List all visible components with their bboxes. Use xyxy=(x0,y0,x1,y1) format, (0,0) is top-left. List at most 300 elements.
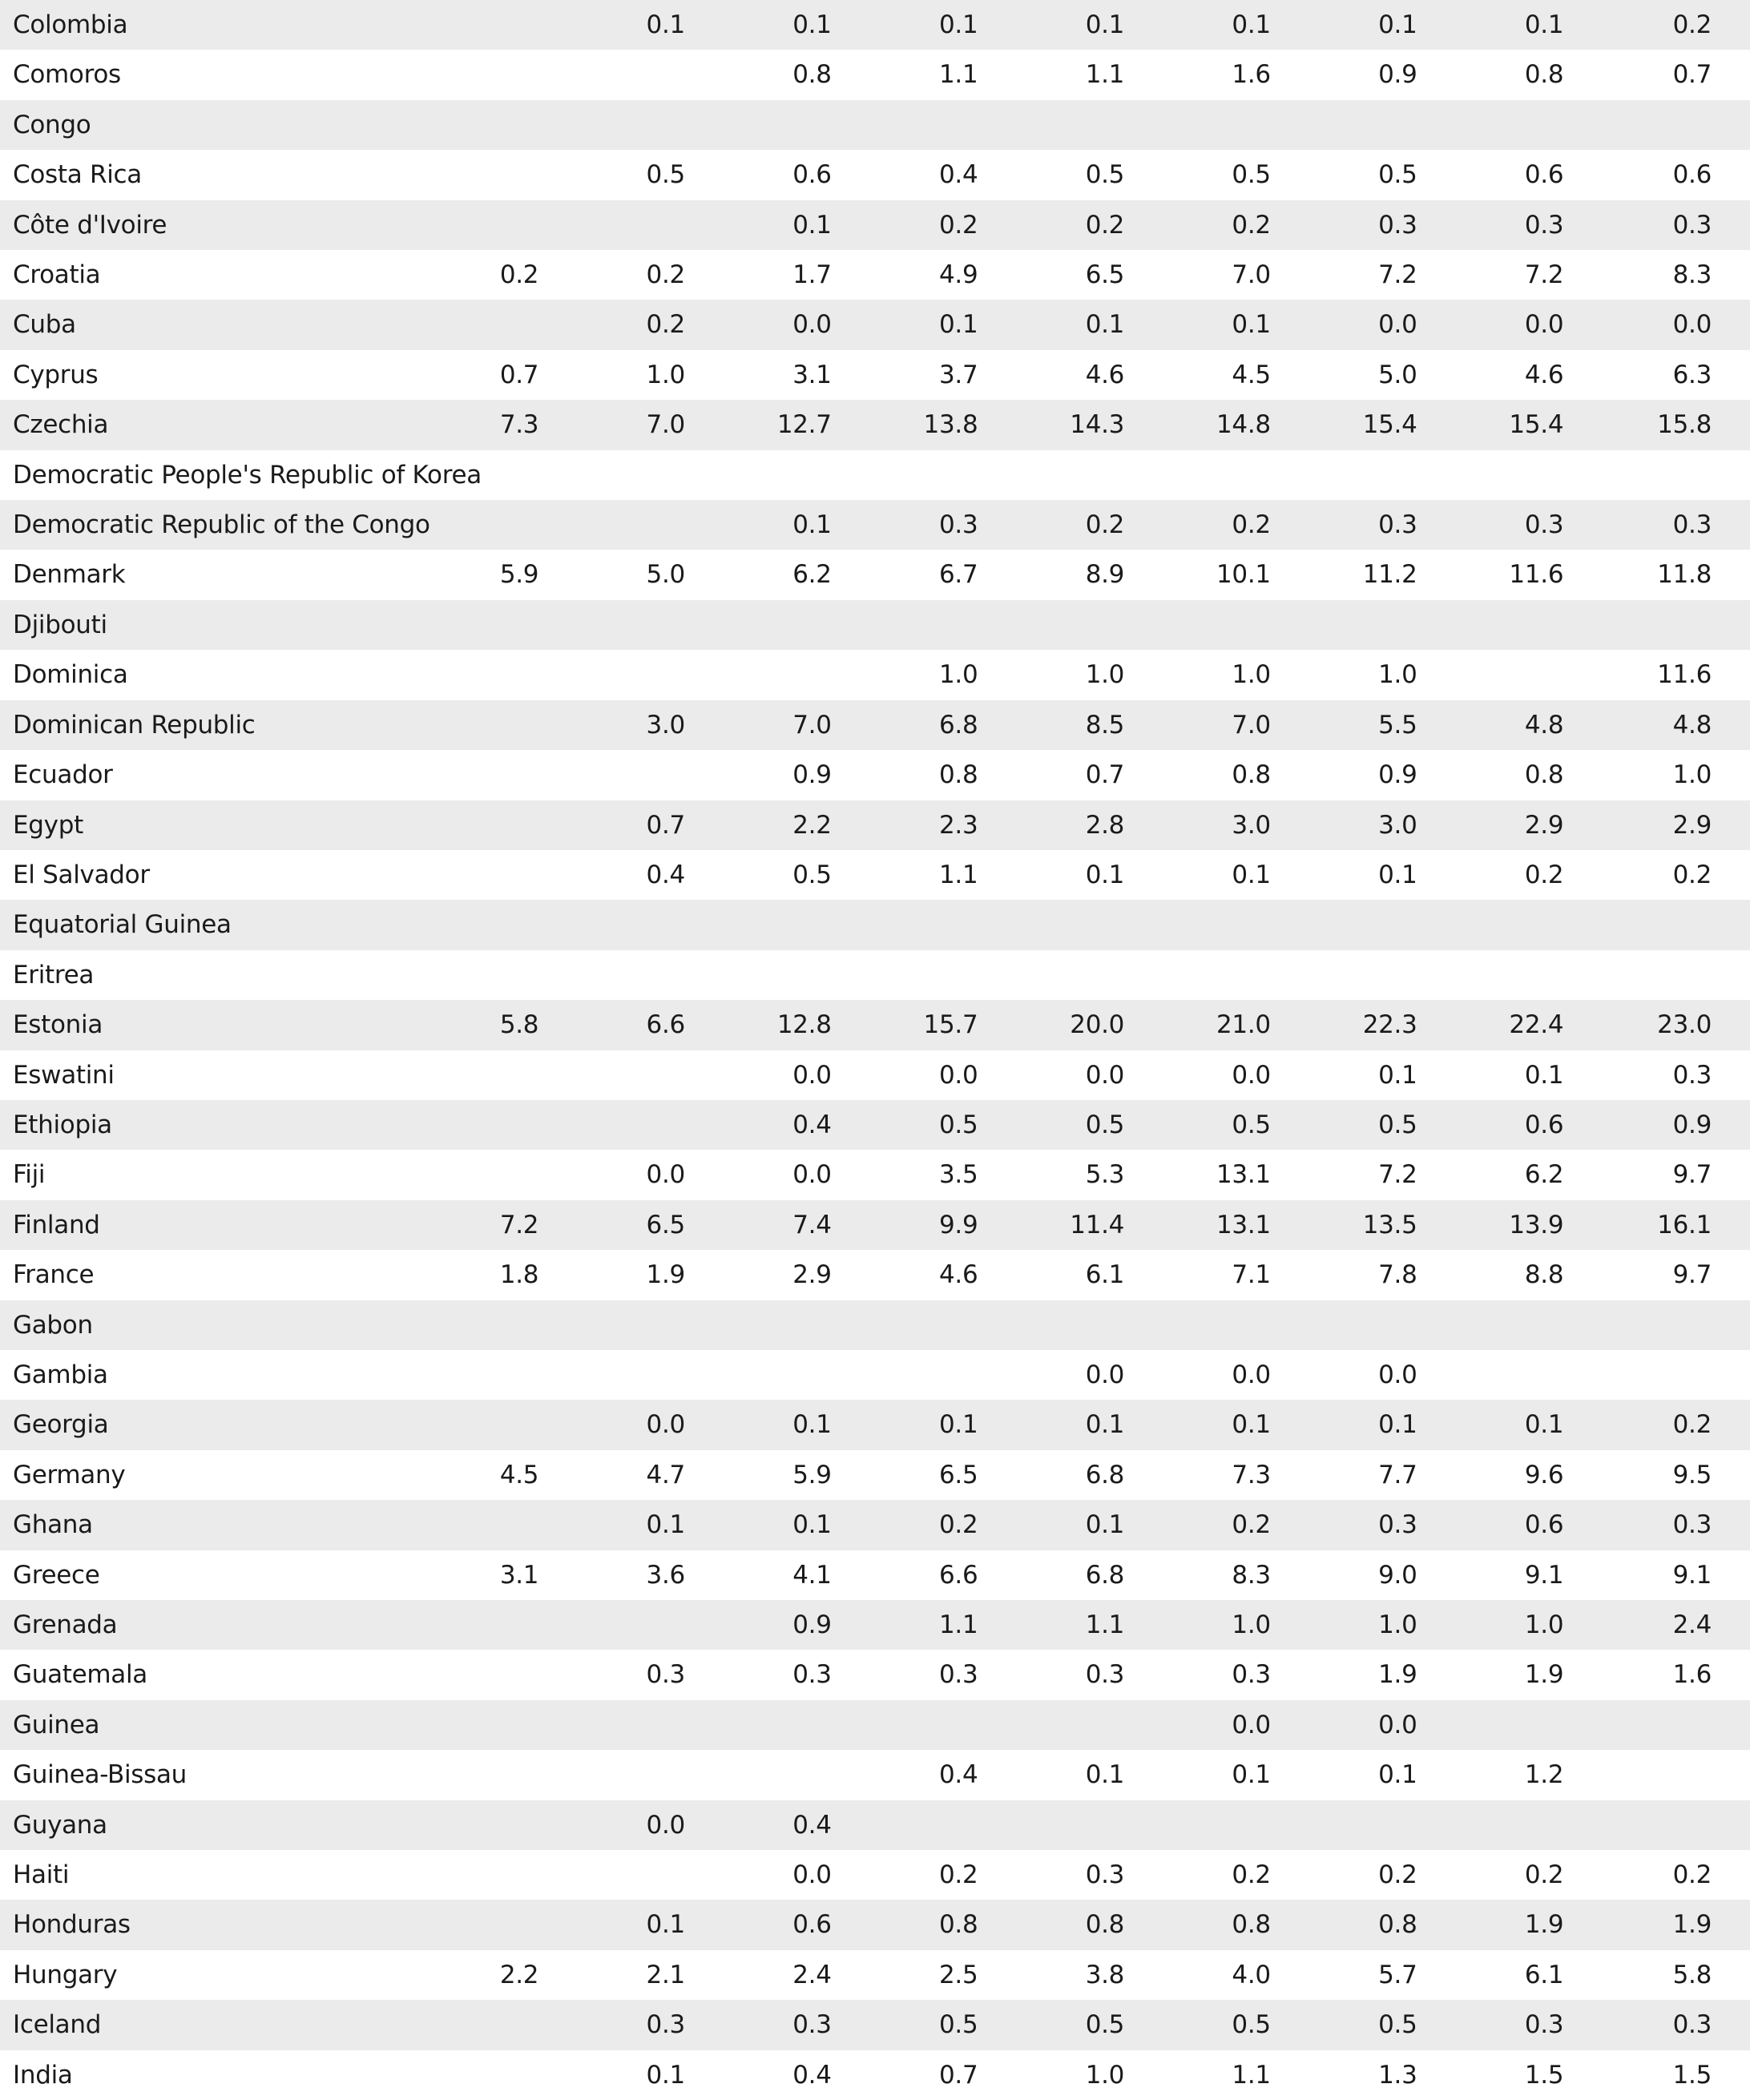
value-cell: 0.1 xyxy=(1524,1060,1564,1090)
table-row xyxy=(0,650,1750,699)
value-cell: 1.0 xyxy=(938,660,978,690)
value-cell: 1.9 xyxy=(1524,1910,1564,1940)
value-cell xyxy=(1458,900,1604,949)
country-cell: Guinea xyxy=(13,1710,100,1739)
value-cell xyxy=(433,1050,579,1100)
value-cell: 7.0 xyxy=(1232,710,1271,740)
value-cell xyxy=(579,1750,725,1800)
table-row xyxy=(0,400,1750,449)
value-cell xyxy=(433,1100,579,1150)
value-cell: 0.2 xyxy=(1085,510,1125,540)
value-cell: 0.3 xyxy=(1378,210,1417,240)
value-cell: 4.8 xyxy=(1672,710,1712,740)
table-row xyxy=(0,350,1750,400)
country-cell: Germany xyxy=(13,1460,126,1489)
value-cell: 0.0 xyxy=(1378,1360,1417,1389)
value-cell xyxy=(1603,600,1750,650)
value-cell: 7.3 xyxy=(499,410,539,440)
value-cell: 0.2 xyxy=(1672,1410,1712,1440)
value-cell xyxy=(433,1300,579,1350)
value-cell: 0.2 xyxy=(1672,10,1712,39)
value-cell: 0.9 xyxy=(792,760,832,790)
value-cell: 12.8 xyxy=(776,1010,832,1040)
value-cell xyxy=(1311,1300,1458,1350)
value-cell xyxy=(433,650,579,699)
value-cell: 1.1 xyxy=(938,60,978,90)
country-cell: Equatorial Guinea xyxy=(13,910,232,940)
country-cell: Dominica xyxy=(13,660,128,690)
value-cell: 0.1 xyxy=(792,210,832,240)
value-cell xyxy=(433,2050,579,2100)
value-cell: 1.0 xyxy=(646,360,685,389)
value-cell: 6.6 xyxy=(646,1010,685,1040)
country-cell: Grenada xyxy=(13,1610,118,1639)
value-cell: 0.3 xyxy=(1378,1510,1417,1540)
value-cell xyxy=(433,1750,579,1800)
value-cell xyxy=(433,1400,579,1449)
value-cell xyxy=(1603,1700,1750,1750)
value-cell xyxy=(1603,450,1750,500)
table-row xyxy=(0,1550,1750,1600)
value-cell xyxy=(1458,1300,1604,1350)
value-cell xyxy=(1458,950,1604,1000)
value-cell: 13.1 xyxy=(1216,1160,1271,1190)
value-cell: 1.0 xyxy=(1232,660,1271,690)
value-cell: 0.4 xyxy=(938,160,978,190)
value-cell: 0.7 xyxy=(646,810,685,840)
value-cell: 0.6 xyxy=(1524,1510,1564,1540)
table-row xyxy=(0,1000,1750,1050)
value-cell xyxy=(579,650,725,699)
country-cell: Djibouti xyxy=(13,610,107,639)
value-cell: 0.0 xyxy=(792,1860,832,1890)
value-cell: 9.1 xyxy=(1672,1560,1712,1590)
value-cell xyxy=(433,800,579,850)
value-cell: 7.0 xyxy=(792,710,832,740)
value-cell xyxy=(1311,100,1458,150)
value-cell: 4.0 xyxy=(1232,1960,1271,1989)
value-cell xyxy=(433,1350,579,1400)
table-row xyxy=(0,1750,1750,1800)
value-cell xyxy=(579,100,725,150)
value-cell: 23.0 xyxy=(1657,1010,1712,1040)
table-row xyxy=(0,1050,1750,1100)
value-cell: 0.0 xyxy=(1085,1060,1125,1090)
value-cell: 0.5 xyxy=(646,160,685,190)
value-cell xyxy=(1458,1800,1604,1850)
value-cell: 6.2 xyxy=(1524,1160,1564,1190)
value-cell: 0.0 xyxy=(1378,1710,1417,1739)
value-cell: 6.6 xyxy=(938,1560,978,1590)
value-cell: 0.2 xyxy=(938,210,978,240)
value-cell xyxy=(579,200,725,250)
value-cell xyxy=(433,1150,579,1199)
value-cell: 8.8 xyxy=(1524,1260,1564,1290)
value-cell: 1.0 xyxy=(1524,1610,1564,1639)
value-cell: 0.0 xyxy=(1672,310,1712,340)
value-cell xyxy=(1458,450,1604,500)
value-cell: 0.1 xyxy=(1378,1410,1417,1440)
value-cell: 4.6 xyxy=(938,1260,978,1290)
value-cell: 0.2 xyxy=(938,1510,978,1540)
country-cell: Egypt xyxy=(13,810,83,840)
table-row xyxy=(0,1200,1750,1250)
value-cell xyxy=(433,500,579,550)
value-cell: 4.5 xyxy=(499,1460,539,1489)
value-cell xyxy=(579,500,725,550)
value-cell: 0.2 xyxy=(499,260,539,290)
value-cell xyxy=(433,1650,579,1699)
value-cell xyxy=(433,850,579,900)
value-cell xyxy=(433,600,579,650)
value-cell: 0.0 xyxy=(646,1410,685,1440)
country-cell: Fiji xyxy=(13,1160,46,1190)
value-cell: 15.4 xyxy=(1362,410,1417,440)
value-cell xyxy=(579,1600,725,1650)
value-cell: 0.3 xyxy=(938,1660,978,1690)
value-cell: 15.4 xyxy=(1509,410,1564,440)
value-cell: 0.1 xyxy=(1378,1060,1417,1090)
value-cell: 0.3 xyxy=(1378,510,1417,540)
table-row xyxy=(0,1250,1750,1300)
value-cell: 7.3 xyxy=(1232,1460,1271,1489)
value-cell: 0.1 xyxy=(792,10,832,39)
table-row xyxy=(0,1950,1750,2000)
value-cell: 0.0 xyxy=(792,1060,832,1090)
country-cell: Czechia xyxy=(13,410,109,440)
value-cell: 4.6 xyxy=(1524,360,1564,389)
country-cell: Gabon xyxy=(13,1310,93,1340)
value-cell xyxy=(872,1800,1018,1850)
table-row xyxy=(0,700,1750,750)
value-cell: 8.9 xyxy=(1085,560,1125,590)
value-cell: 0.2 xyxy=(1232,1860,1271,1890)
value-cell: 0.8 xyxy=(792,60,832,90)
value-cell: 2.3 xyxy=(938,810,978,840)
value-cell: 9.5 xyxy=(1672,1460,1712,1489)
value-cell: 1.0 xyxy=(1232,1610,1271,1639)
value-cell: 9.7 xyxy=(1672,1260,1712,1290)
value-cell: 1.0 xyxy=(1378,660,1417,690)
value-cell: 2.4 xyxy=(1672,1610,1712,1639)
value-cell xyxy=(1458,1350,1604,1400)
country-cell: Colombia xyxy=(13,10,128,39)
value-cell: 0.8 xyxy=(938,1910,978,1940)
value-cell: 3.0 xyxy=(646,710,685,740)
value-cell xyxy=(579,950,725,1000)
value-cell: 0.8 xyxy=(1085,1910,1125,1940)
value-cell: 0.8 xyxy=(1378,1910,1417,1940)
value-cell: 0.6 xyxy=(792,1910,832,1940)
table-row xyxy=(0,1450,1750,1500)
value-cell: 0.2 xyxy=(646,310,685,340)
value-cell: 5.8 xyxy=(1672,1960,1712,1989)
value-cell: 13.1 xyxy=(1216,1210,1271,1239)
value-cell xyxy=(725,950,872,1000)
value-cell: 2.9 xyxy=(792,1260,832,1290)
value-cell xyxy=(433,700,579,750)
value-cell xyxy=(579,1850,725,1900)
value-cell: 1.0 xyxy=(1085,660,1125,690)
country-cell: Finland xyxy=(13,1210,100,1239)
country-cell: Guyana xyxy=(13,1810,107,1840)
value-cell xyxy=(1164,450,1311,500)
table-row xyxy=(0,100,1750,150)
value-cell: 8.3 xyxy=(1232,1560,1271,1590)
value-cell: 22.3 xyxy=(1362,1010,1417,1040)
country-cell: Guinea-Bissau xyxy=(13,1760,188,1790)
value-cell: 1.9 xyxy=(646,1260,685,1290)
value-cell xyxy=(579,750,725,800)
value-cell: 0.1 xyxy=(1232,860,1271,889)
value-cell: 0.1 xyxy=(792,510,832,540)
value-cell: 4.7 xyxy=(646,1460,685,1489)
value-cell: 21.0 xyxy=(1216,1010,1271,1040)
value-cell: 0.0 xyxy=(1232,1060,1271,1090)
value-cell xyxy=(725,1750,872,1800)
value-cell: 0.1 xyxy=(1524,1410,1564,1440)
value-cell xyxy=(579,1300,725,1350)
value-cell: 0.5 xyxy=(1085,2010,1125,2040)
table-row xyxy=(0,850,1750,900)
value-cell: 1.5 xyxy=(1524,2060,1564,2090)
table-row xyxy=(0,250,1750,300)
value-cell: 0.3 xyxy=(1232,1660,1271,1690)
value-cell xyxy=(433,100,579,150)
value-cell: 0.9 xyxy=(792,1610,832,1639)
value-cell: 1.0 xyxy=(1085,2060,1125,2090)
country-cell: Comoros xyxy=(13,60,121,90)
table-row xyxy=(0,900,1750,949)
value-cell xyxy=(725,650,872,699)
country-cell: Honduras xyxy=(13,1910,131,1940)
value-cell xyxy=(1458,650,1604,699)
value-cell: 0.0 xyxy=(1524,310,1564,340)
value-cell: 2.9 xyxy=(1524,810,1564,840)
value-cell: 0.1 xyxy=(938,10,978,39)
country-cell: Dominican Republic xyxy=(13,710,256,740)
value-cell xyxy=(1603,1800,1750,1850)
value-cell: 0.5 xyxy=(792,860,832,889)
value-cell: 3.1 xyxy=(792,360,832,389)
table-row xyxy=(0,1850,1750,1900)
table-row xyxy=(0,1400,1750,1449)
value-cell: 0.4 xyxy=(938,1760,978,1790)
value-cell: 5.5 xyxy=(1378,710,1417,740)
value-cell: 9.9 xyxy=(938,1210,978,1239)
value-cell: 0.2 xyxy=(1232,210,1271,240)
value-cell: 0.4 xyxy=(792,2060,832,2090)
value-cell xyxy=(579,1700,725,1750)
country-cell: Eswatini xyxy=(13,1060,115,1090)
country-cell: Eritrea xyxy=(13,960,95,990)
value-cell: 1.0 xyxy=(1378,1610,1417,1639)
value-cell: 7.2 xyxy=(1524,260,1564,290)
value-cell: 0.1 xyxy=(1232,1410,1271,1440)
value-cell xyxy=(433,2000,579,2050)
value-cell: 0.8 xyxy=(1232,1910,1271,1940)
value-cell xyxy=(579,600,725,650)
value-cell: 0.1 xyxy=(1232,10,1271,39)
value-cell xyxy=(433,1700,579,1750)
value-cell xyxy=(433,1500,579,1550)
value-cell xyxy=(1018,950,1164,1000)
value-cell: 3.5 xyxy=(938,1160,978,1190)
value-cell xyxy=(1603,900,1750,949)
value-cell: 7.2 xyxy=(499,1210,539,1239)
value-cell: 0.0 xyxy=(1378,310,1417,340)
value-cell xyxy=(872,100,1018,150)
value-cell: 8.3 xyxy=(1672,260,1712,290)
value-cell: 0.1 xyxy=(646,10,685,39)
value-cell: 6.2 xyxy=(792,560,832,590)
value-cell xyxy=(725,450,872,500)
country-cell: Costa Rica xyxy=(13,160,142,190)
table-row xyxy=(0,1300,1750,1350)
table-row xyxy=(0,1700,1750,1750)
value-cell: 7.0 xyxy=(1232,260,1271,290)
value-cell: 6.7 xyxy=(938,560,978,590)
value-cell xyxy=(725,900,872,949)
country-cell: Estonia xyxy=(13,1010,103,1040)
value-cell: 0.1 xyxy=(1378,860,1417,889)
value-cell: 0.5 xyxy=(1085,160,1125,190)
table-row xyxy=(0,150,1750,200)
value-cell: 0.1 xyxy=(1085,10,1125,39)
value-cell: 0.3 xyxy=(1672,210,1712,240)
value-cell: 2.2 xyxy=(792,810,832,840)
value-cell: 1.6 xyxy=(1672,1660,1712,1690)
value-cell xyxy=(433,200,579,250)
value-cell xyxy=(1458,1700,1604,1750)
value-cell xyxy=(1018,1300,1164,1350)
value-cell: 3.7 xyxy=(938,360,978,389)
value-cell: 0.1 xyxy=(792,1410,832,1440)
value-cell: 12.7 xyxy=(776,410,832,440)
table-row xyxy=(0,1350,1750,1400)
value-cell xyxy=(1164,600,1311,650)
value-cell: 0.0 xyxy=(1232,1710,1271,1739)
country-cell: Cyprus xyxy=(13,360,99,389)
value-cell: 0.1 xyxy=(1524,10,1564,39)
country-cell: India xyxy=(13,2060,73,2090)
value-cell: 15.7 xyxy=(923,1010,978,1040)
value-cell: 0.1 xyxy=(1085,1410,1125,1440)
value-cell: 1.1 xyxy=(1085,1610,1125,1639)
table-row xyxy=(0,1150,1750,1199)
value-cell: 1.9 xyxy=(1672,1910,1712,1940)
value-cell: 0.1 xyxy=(646,2060,685,2090)
value-cell xyxy=(579,450,725,500)
value-cell: 0.5 xyxy=(1378,2010,1417,2040)
value-cell xyxy=(579,1050,725,1100)
table-row xyxy=(0,600,1750,650)
country-cell: Congo xyxy=(13,110,91,139)
value-cell: 11.4 xyxy=(1070,1210,1125,1239)
value-cell xyxy=(579,1100,725,1150)
value-cell: 2.5 xyxy=(938,1960,978,1989)
country-cell: France xyxy=(13,1260,95,1290)
value-cell: 6.1 xyxy=(1085,1260,1125,1290)
value-cell xyxy=(433,1600,579,1650)
table-row xyxy=(0,1900,1750,1949)
country-cell: Ecuador xyxy=(13,760,113,790)
value-cell: 3.6 xyxy=(646,1560,685,1590)
value-cell: 0.0 xyxy=(938,1060,978,1090)
value-cell xyxy=(433,150,579,200)
value-cell: 0.3 xyxy=(646,2010,685,2040)
value-cell: 6.3 xyxy=(1672,360,1712,389)
value-cell: 0.2 xyxy=(1672,860,1712,889)
value-cell: 6.1 xyxy=(1524,1960,1564,1989)
value-cell xyxy=(872,900,1018,949)
value-cell: 16.1 xyxy=(1657,1210,1712,1239)
value-cell: 0.1 xyxy=(1085,860,1125,889)
value-cell xyxy=(725,600,872,650)
value-cell: 0.1 xyxy=(938,310,978,340)
value-cell: 0.3 xyxy=(1524,2010,1564,2040)
value-cell: 3.0 xyxy=(1232,810,1271,840)
value-cell: 0.0 xyxy=(1232,1360,1271,1389)
value-cell: 11.8 xyxy=(1657,560,1712,590)
value-cell: 1.5 xyxy=(1672,2060,1712,2090)
value-cell: 0.1 xyxy=(1232,1760,1271,1790)
value-cell xyxy=(872,600,1018,650)
value-cell: 0.3 xyxy=(1524,210,1564,240)
value-cell: 6.8 xyxy=(938,710,978,740)
value-cell: 5.8 xyxy=(499,1010,539,1040)
value-cell: 0.3 xyxy=(1672,2010,1712,2040)
value-cell: 2.1 xyxy=(646,1960,685,1989)
value-cell: 1.3 xyxy=(1378,2060,1417,2090)
value-cell: 13.9 xyxy=(1509,1210,1564,1239)
value-cell xyxy=(433,1850,579,1900)
value-cell: 5.3 xyxy=(1085,1160,1125,1190)
value-cell: 5.7 xyxy=(1378,1960,1417,1989)
value-cell xyxy=(433,950,579,1000)
value-cell xyxy=(725,100,872,150)
value-cell: 0.7 xyxy=(1085,760,1125,790)
value-cell: 0.8 xyxy=(1524,760,1564,790)
value-cell: 0.3 xyxy=(1085,1660,1125,1690)
value-cell xyxy=(1311,950,1458,1000)
country-cell: Ethiopia xyxy=(13,1110,112,1139)
value-cell: 2.4 xyxy=(792,1960,832,1989)
value-cell: 0.5 xyxy=(1232,2010,1271,2040)
table-row xyxy=(0,1600,1750,1650)
value-cell: 1.6 xyxy=(1232,60,1271,90)
country-cell: Haiti xyxy=(13,1860,70,1890)
country-cell: Croatia xyxy=(13,260,101,290)
value-cell: 0.3 xyxy=(792,2010,832,2040)
value-cell: 0.3 xyxy=(1524,510,1564,540)
value-cell xyxy=(433,300,579,349)
value-cell: 0.1 xyxy=(1085,310,1125,340)
value-cell: 0.1 xyxy=(1378,1760,1417,1790)
value-cell xyxy=(872,1350,1018,1400)
table-row xyxy=(0,550,1750,599)
value-cell: 2.9 xyxy=(1672,810,1712,840)
table-row xyxy=(0,200,1750,250)
value-cell: 4.8 xyxy=(1524,710,1564,740)
value-cell: 1.2 xyxy=(1524,1760,1564,1790)
value-cell xyxy=(433,0,579,50)
value-cell: 9.1 xyxy=(1524,1560,1564,1590)
value-cell: 0.3 xyxy=(646,1660,685,1690)
table-row xyxy=(0,300,1750,349)
value-cell: 7.2 xyxy=(1378,1160,1417,1190)
value-cell xyxy=(1164,900,1311,949)
